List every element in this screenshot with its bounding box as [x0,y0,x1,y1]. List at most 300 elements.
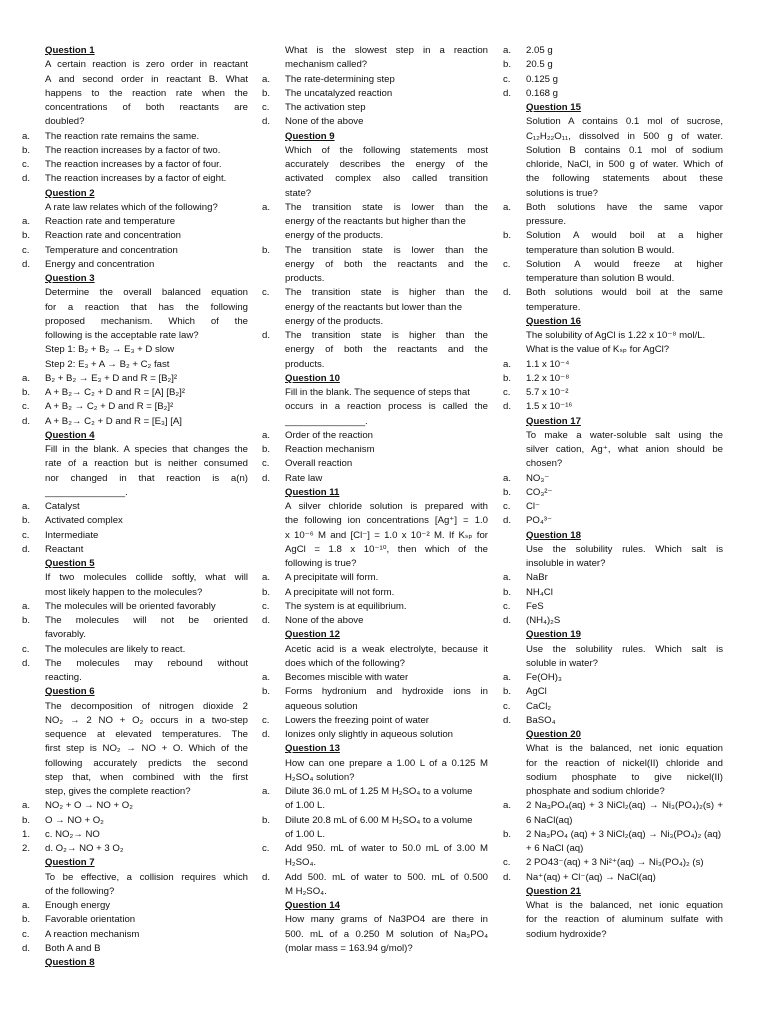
question-text-line: (molar mass = 163.94 g/mol)? [285,942,413,954]
question-text-line: step that, when combined with the first [45,771,248,783]
option-label: a. [262,672,271,683]
option-text: Becomes miscible with water [285,672,409,683]
option-label: a. [503,201,512,213]
answer-option [503,358,723,372]
option-label: c. [262,714,270,726]
option-text: 2 PO43⁻(aq) + 3 Ni²⁺(aq) → Ni₃(PO₄)₂ (s) [526,857,704,869]
answer-option [503,486,723,500]
question-heading: Question 21 [526,885,581,897]
answer-option [503,73,723,87]
option-text: 0.125 g [526,73,559,85]
option-text: The system is at equilibrium. [285,600,407,612]
answer-option [262,329,488,343]
answer-option [503,799,723,813]
option-label: c. [262,843,270,854]
option-text: Activated complex [45,515,123,527]
option-text: None of the above [285,615,364,626]
option-text: c. NO₂→ NO [45,828,100,840]
answer-option [503,600,723,614]
question-text-line: energy of both the reactants and the [285,344,488,356]
answer-option [503,400,723,414]
option-label: b. [503,59,512,71]
question-text-line: A and second order in reactant B. What [45,73,248,85]
option-text: A + B₂→ C₂ + D and R = [E₃] [A] [45,415,182,427]
answer-option [503,571,723,585]
question-text-line: of 1.00 L. [285,828,326,840]
option-label: d. [503,287,512,299]
question-text-line: soluble in water? [526,657,598,669]
column-2 [262,44,488,956]
question-text-line: most likely happen to the molecules? [45,586,203,598]
option-label: c. [503,73,511,85]
answer-option [22,529,248,543]
answer-option [22,514,248,528]
option-label: c. [22,401,30,413]
answer-option [503,856,723,870]
option-label: c. [503,258,511,270]
answer-option [503,229,723,243]
option-text: A reaction mechanism [45,928,140,940]
option-text: Intermediate [45,529,99,541]
question-text-line: chosen? [526,458,563,470]
option-text: 2 Na₃PO₄ (aq) + 3 NiCl₂(aq) → Ni₃(PO₄)₂ (aq) [526,828,722,840]
answer-option [503,828,723,842]
answer-option [262,101,488,115]
option-label: c. [503,600,511,612]
question-text-line: C₁₂H₂₂O₁₁, dissolved in 500 g of water. [526,130,723,142]
option-label: c. [503,387,511,398]
option-text: The reaction increases by a factor of two. [45,144,221,156]
option-label: b. [22,230,31,242]
answer-option [22,386,248,400]
question-text-line: Determine the overall balanced equation [45,287,248,299]
answer-option [22,828,248,842]
answer-option [262,73,488,87]
question-text-line: does which of the following? [285,657,405,669]
answer-option [22,229,248,243]
option-text: Catalyst [45,501,80,512]
answer-option [262,443,488,457]
option-text: Forms hydronium and hydroxide ions in [285,686,488,698]
answer-option [503,586,723,600]
question-text-line: M H₂SO₄. [285,885,327,897]
question-text-line: Which of the following statements most [285,144,488,156]
option-label: d. [262,729,271,740]
option-label: b. [503,486,512,498]
option-text: PO₄³⁻ [526,515,553,527]
question-heading: Question 4 [45,429,95,441]
option-text: Na⁺(aq) + Cl⁻(aq) → NaCl(aq) [526,871,656,883]
option-label: a. [22,900,31,911]
question-text-line: temperature than solution B would. [526,273,675,284]
option-text: B₂ + B₂ → E₃ + D and R = [B₂]² [45,372,178,384]
answer-option [22,130,248,144]
option-label: a. [262,572,271,584]
answer-option [503,714,723,728]
option-text: Lowers the freezing point of water [285,714,429,726]
question-text-line: for a reaction that has the following [45,301,248,313]
question-text-line: mechanism called? [285,59,368,71]
question-heading: Question 7 [45,857,95,869]
question-text-line: The decomposition of nitrogen dioxide 2 [45,700,248,712]
option-label: c. [503,501,511,512]
answer-option [22,172,248,186]
option-label: c. [22,159,30,170]
option-label: c. [503,700,511,712]
option-label: a. [262,786,271,797]
question-text-line: To be effective, a collision requires which [45,871,248,883]
answer-option [262,87,488,101]
option-label: b. [262,814,271,826]
option-text: A precipitate will form. [285,572,379,584]
option-label: b. [262,686,271,698]
option-label: d. [503,871,512,883]
question-heading: Question 10 [285,372,340,384]
answer-option [262,286,488,300]
question-heading: Question 13 [285,743,340,755]
question-text-line: concentrations of both reactants are [45,102,248,113]
option-text: Dilute 20.8 mL of 6.00 M H₂SO₄ to a volume [285,814,473,826]
option-label: a. [503,472,512,484]
answer-option [262,115,488,129]
option-label: b. [22,387,31,398]
option-text: 0.168 g [526,87,559,99]
option-text: AgCl [526,686,547,698]
option-label: c. [22,643,30,655]
question-text-line: Use the solubility rules. Which salt is [526,643,723,655]
question-heading: Question 11 [285,486,340,498]
question-text-line: products. [285,273,325,284]
option-text: Favorable orientation [45,914,136,926]
question-text-line: for the reaction of nickel(II) chloride and [526,757,723,769]
option-label: a. [503,800,512,812]
answer-option [262,586,488,600]
option-text: Solution A would freeze at higher [526,258,723,270]
question-text-line: Fill in the blank. The sequence of steps that [285,387,470,398]
option-text: Rate law [285,472,323,484]
answer-option [503,700,723,714]
option-label: d. [503,515,512,527]
question-text-line: aqueous solution [285,700,358,712]
question-text-line: temperature. [526,301,581,313]
option-text: A + B₂ → C₂ + D and R = [B₂]² [45,401,174,413]
answer-option [262,714,488,728]
answer-option [22,842,248,856]
question-text-line: What is the value of Kₛₚ for AgCl? [526,344,670,356]
question-text-line: sodium phosphate to give nickel(II) [526,771,723,783]
question-text-line: A rate law relates which of the following? [45,201,218,213]
option-text: CO₃²⁻ [526,486,553,498]
answer-option [262,685,488,699]
question-heading: Question 16 [526,315,581,327]
question-text-line: If two molecules collide softly, what will [45,572,248,584]
option-label: d. [22,543,31,555]
question-heading: Question 5 [45,558,95,569]
option-text: The molecules will not be oriented [45,615,248,626]
option-text: None of the above [285,116,364,128]
option-label: b. [22,144,31,156]
question-text-line: Solution B contains 0.1 mol of sodium [526,144,723,156]
answer-option [503,201,723,215]
question-text-line: following accurately predicts the second [45,757,248,769]
question-text-line: activated complex also called transition [285,173,488,185]
option-label: b. [22,615,31,626]
option-text: Solution A would boil at a higher [526,230,723,242]
option-text: NO₃⁻ [526,472,550,484]
option-text: Reaction mechanism [285,444,375,455]
option-label: d. [503,615,512,626]
question-text-line: nor changed in that reaction is a(n) [45,472,248,484]
column-3 [503,44,723,942]
answer-option [262,728,488,742]
option-label: c. [22,529,30,541]
question-text-line: phosphate and sodium chloride? [526,786,665,797]
option-label: d. [503,714,512,726]
answer-option [22,543,248,557]
answer-option [262,429,488,443]
question-text-line: chloride, NaCl, in 500 g of water. Which of [526,159,723,170]
question-text-line: A certain reaction is zero order in reactant [45,59,248,71]
option-label: b. [503,828,512,840]
question-heading: Question 9 [285,130,335,142]
answer-option [503,87,723,101]
answer-option [22,158,248,172]
answer-option [503,671,723,685]
question-text-line: _______________. [285,415,368,427]
question-text-line: Solution A contains 0.1 mol of sucrose, [526,116,723,128]
option-label: b. [262,87,271,99]
question-text-line: the following ion concentrations [Ag⁺] = 1.0 [285,515,488,527]
answer-option [262,814,488,828]
question-text-line: proposed mechanism. Which of the [45,315,248,327]
option-label: a. [262,201,271,213]
option-label: d. [262,871,271,883]
answer-option [262,457,488,471]
question-heading: Question 14 [285,900,340,911]
answer-option [22,415,248,429]
option-label: c. [22,928,30,940]
question-text-line: H₂SO₄ solution? [285,771,355,783]
option-text: d. O₂→ NO + 3 O₂ [45,843,124,854]
option-label: d. [503,401,512,413]
answer-option [262,600,488,614]
option-label: b. [503,686,512,698]
option-label: d. [22,415,31,427]
question-text-line: + 6 NaCl (aq) [526,843,584,854]
option-label: b. [503,230,512,242]
answer-option [22,500,248,514]
option-label: d. [503,87,512,99]
option-text: The reaction rate remains the same. [45,130,200,142]
answer-option [22,913,248,927]
option-text: The reaction increases by a factor of eight. [45,173,227,185]
question-text-line: products. [285,358,325,370]
option-text: The activation step [285,102,366,113]
option-label: b. [262,444,271,455]
question-text-line: sequence at elevated temperatures. The [45,729,248,740]
option-label: c. [262,458,270,470]
answer-option [22,258,248,272]
answer-option [503,614,723,628]
option-label: d. [262,615,271,626]
question-heading: Question 8 [45,957,95,968]
question-text-line: of the following? [45,885,115,897]
option-text: Energy and concentration [45,258,155,270]
question-text-line: happens to the reaction rate when the [45,87,248,99]
option-text: NH₄Cl [526,586,553,598]
option-label: a. [503,672,512,683]
option-text: Reaction rate and concentration [45,230,181,242]
option-label: a. [262,73,271,85]
answer-option [22,814,248,828]
question-text-line: temperature than solution B would. [526,244,675,256]
option-text: The molecules are likely to react. [45,643,186,655]
option-text: Reactant [45,543,84,555]
answer-option [22,400,248,414]
question-text-line: How can one prepare a 1.00 L of a 0.125 M [285,757,488,769]
option-text: O → NO + O₂ [45,814,104,826]
question-heading: Question 2 [45,187,95,199]
option-label: d. [262,472,271,484]
question-text-line: To make a water-soluble salt using the [526,429,723,441]
option-text: The transition state is lower than the [285,201,488,213]
answer-option [22,899,248,913]
answer-option [262,244,488,258]
answer-option [262,571,488,585]
answer-option [262,785,488,799]
option-text: Overall reaction [285,458,353,470]
answer-option [262,842,488,856]
option-label: c. [262,600,270,612]
question-text-line: of 1.00 L. [285,800,326,812]
option-label: c. [22,244,30,256]
question-heading: Question 1 [45,45,95,56]
option-text: Add 950. mL of water to 50.0 mL of 3.00 M [285,843,488,854]
question-text-line: NO₂ → 2 NO + O₂ occurs in a two-step [45,714,248,726]
answer-option [503,685,723,699]
option-text: Ionizes only slightly in aqueous solution [285,729,453,740]
question-text-line: AgCl = 1.8 x 10⁻¹⁰, then which of the [285,543,488,555]
question-text-line: Step 2: E₃ + A → B₂ + C₂ fast [45,358,170,370]
option-label: a. [22,372,31,384]
question-text-line: How many grams of Na3PO4 are there in [285,914,488,926]
option-text: 2.05 g [526,45,553,56]
answer-option [503,258,723,272]
question-text-line: accurately describes the energy of the [285,159,488,170]
option-text: 2 Na₃PO₄(aq) + 3 NiCl₂(aq) → Ni₃(PO₄)₂(s) + [526,800,723,812]
answer-option [22,215,248,229]
question-heading: Question 3 [45,273,95,284]
question-text-line: H₂SO₄. [285,857,317,869]
answer-option [503,500,723,514]
option-text: Both solutions have the same vapor [526,201,723,213]
option-label: b. [262,586,271,598]
option-label: c. [503,857,511,869]
option-text: The uncatalyzed reaction [285,87,393,99]
question-text-line: 6 NaCl(aq) [526,814,573,826]
option-label: d. [22,942,31,954]
option-label: 1. [22,828,31,840]
option-label: d. [22,258,31,270]
question-text-line: Use the solubility rules. Which salt is [526,543,723,555]
option-text: Both solutions would boil at the same [526,287,723,299]
question-text-line: silver cation, Ag⁺, what anion should be [526,444,723,455]
answer-option [22,144,248,158]
option-text: FeS [526,600,544,612]
option-label: d. [22,657,31,669]
column-1 [22,44,248,970]
question-heading: Question 20 [526,729,581,740]
option-text: The molecules may rebound without [45,657,248,669]
option-label: a. [503,358,512,370]
option-label: c. [262,287,270,299]
option-text: The transition state is lower than the [285,244,488,256]
answer-option [262,614,488,628]
question-text-line: Fill in the blank. A species that changes the [45,444,248,455]
question-text-line: energy of the reactants but lower than the [285,301,463,313]
answer-option [262,871,488,885]
answer-option [22,600,248,614]
question-text-line: step, gives the complete reaction? [45,786,191,797]
option-text: 20.5 g [526,59,553,71]
option-label: b. [22,515,31,527]
option-label: a. [22,130,31,142]
answer-option [22,942,248,956]
question-text-line: first step is NO₂ → NO + O. Which of the [45,743,248,755]
question-text-line: doubled? [45,116,85,128]
option-text: A + B₂→ C₂ + D and R = [A] [B₂]² [45,387,185,398]
option-label: a. [22,501,31,512]
question-heading: Question 17 [526,415,581,427]
question-text-line: state? [285,187,312,199]
option-label: a. [22,600,31,612]
question-text-line: pressure. [526,216,566,227]
question-text-line: sodium hydroxide? [526,928,607,940]
question-text-line: Acetic acid is a weak electrolyte, because it [285,643,488,655]
option-label: d. [22,173,31,185]
option-label: d. [262,116,271,128]
question-heading: Question 6 [45,686,95,698]
option-text: Order of the reaction [285,429,373,441]
question-heading: Question 12 [285,629,340,641]
question-text-line: What is the balanced, net ionic equation [526,743,723,755]
option-text: Cl⁻ [526,501,541,512]
answer-option [22,614,248,628]
question-text-line: solutions is true? [526,187,598,199]
answer-option [22,643,248,657]
option-text: Temperature and concentration [45,244,178,256]
option-text: (NH₄)₂S [526,615,561,626]
answer-option [22,657,248,671]
answer-option [503,386,723,400]
option-label: b. [503,372,512,384]
option-label: a. [262,429,271,441]
option-text: Add 500. mL of water to 500. mL of 0.500 [285,871,488,883]
answer-option [262,201,488,215]
answer-option [22,372,248,386]
answer-option [262,472,488,486]
question-text-line: 500. mL of a 0.250 M solution of Na₃PO₄ [285,928,488,940]
question-text-line: insoluble in water? [526,558,606,569]
question-text-line: Step 1: B₂ + B₂ → E₃ + D slow [45,344,175,356]
option-text: Fe(OH)₃ [526,672,562,683]
option-label: a. [22,800,31,812]
question-text-line: occurs in a reaction process is called the [285,401,488,413]
option-text: CaCl₂ [526,700,552,712]
option-text: BaSO₄ [526,714,556,726]
question-text-line: for the reaction of aluminum sulfate with [526,914,723,926]
option-text: The rate-determining step [285,73,395,85]
